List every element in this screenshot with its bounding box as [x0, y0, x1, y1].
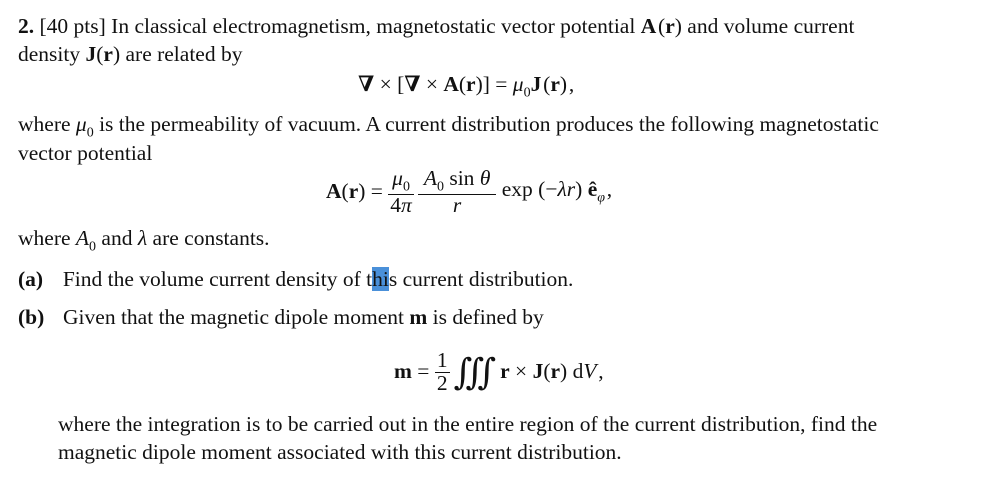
part-b-label: (b)	[18, 305, 45, 329]
problem-line-5: where $A_0$ and λ are constants.	[18, 226, 270, 255]
part-a	[18, 269, 573, 291]
triple-integral-symbol: ∭	[453, 352, 497, 392]
problem-line-6: where the integration is to be carried out in the entire region of the current distribution, find the	[58, 412, 878, 436]
part-b	[18, 307, 544, 329]
part-a-text-pre: Find the volume current density of t	[62, 267, 373, 291]
fraction-mu0-over-4pi: $\frac{\mu_0}{4\pi}$	[390, 165, 412, 217]
problem-line-7: magnetic dipole moment associated with this current distribution.	[58, 440, 622, 464]
equation-vector-potential: A(r) = $\frac{\mu_0}{4\pi}$ $\frac{A_0 \sin \theta}{r}$ exp (−λr) $ê_\varphi$ ,	[326, 165, 613, 217]
problem-intro-line-2: density J(r) are related by	[18, 42, 243, 66]
problem-intro-text-1: [40 pts] In classical electromagnetism, magnetostatic vector potential A (r) and volume current	[39, 14, 855, 38]
problem-intro-line-1	[18, 16, 854, 38]
part-a-text-post: s current distribution.	[388, 267, 574, 291]
equation-curl-curl: ∇ × [∇ × $A(r)] = \mu_0J$ (r) ,	[358, 72, 575, 101]
problem-number: 2.	[18, 14, 35, 38]
problem-line-3: where $\mu_0$ is the permeability of vacuum. A current distribution produces the following magnetostatic	[18, 112, 879, 141]
fraction-A0-sin-theta-over-r: $\frac{A_0 \sin \theta}{r}$	[418, 168, 497, 217]
equation-dipole-moment: m = $\frac{1}{2}$ ∭ r × J(r) dV ,	[394, 348, 604, 395]
part-a-label: (a)	[18, 267, 44, 291]
fraction-one-half: $\frac{1}{2}$	[436, 348, 448, 395]
problem-line-4: vector potential	[18, 141, 153, 165]
text-selection-highlight[interactable]: hi	[372, 267, 389, 291]
part-b-text: Given that the magnetic dipole moment m is defined by	[63, 305, 544, 329]
